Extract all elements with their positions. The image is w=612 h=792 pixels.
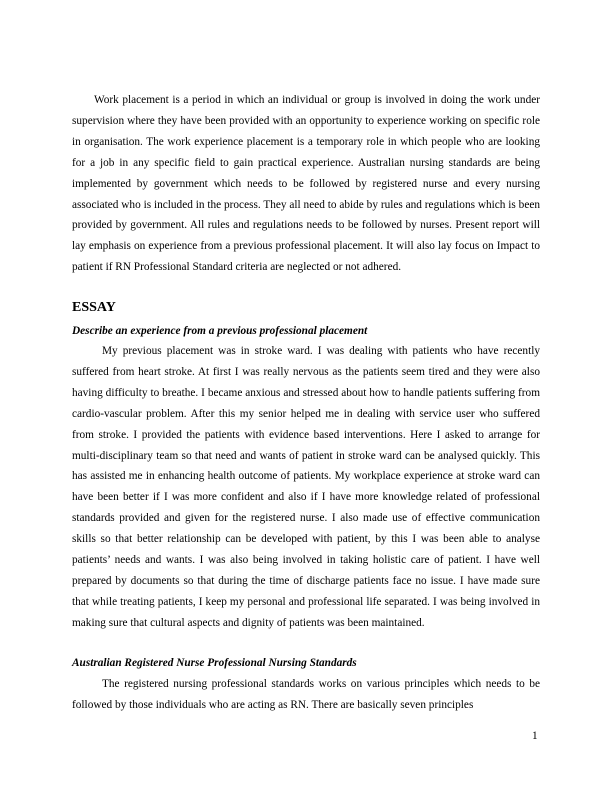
standards-paragraph: The registered nursing professional standards works on various principles which needs to be followed by those individuals who are acting as RN. There are basically seven principles [72, 678, 540, 711]
page-number: 1 [532, 730, 538, 742]
intro-paragraph: Work placement is a period in which an individual or group is involved in doing the work under supervision where they have been provided with an opportunity to experience working on specific role in organisation. The work experience placement is a temporary role in which people who are looking for a job in any specific field to gain practical experience. Australian nursing standards are being implemented by government which needs to be followed by registered nurse and every nursing associated who is included in the process. They all need to abide by rules and regulations which is been provided by government. All rules and regulations needs to be followed by nurses. Present report will lay emphasis on experience from a previous professional placement. It will also lay focus on Impact to patient if RN Professional Standard criteria are neglected or not adhered. [72, 94, 540, 274]
section-heading-placement: Describe an experience from a previous professional placement [72, 325, 368, 337]
placement-paragraph: My previous placement was in stroke ward. I was dealing with patients who have recently suffered from heart stroke. At first I was really nervous as the patients seem tired and they were also having difficulty to breathe. I became anxious and stressed about how to handle patients suffering from cardio-vascular problem. After this my senior helped me in dealing with service user who suffered from stroke. I provided the patients with evidence based interventions. Here I asked to arrange for multi-disciplinary team so that need and wants of patient in stroke ward can be analysed quickly. This has assisted me in enhancing health outcome of patients. My workplace experience at stroke ward can have been better if I was more confident and also if I have more knowledge related of professional standards provided and given for the registered nurse. I also made use of effective communication skills so that better relationship can be developed with patient, by this I was been able to analyse patients’ needs and wants. I was also being involved in taking holistic care of patient. I have well prepared by documents so that during the time of discharge patients face no issue. I have made sure that while treating patients, I keep my personal and professional life separated. I was being involved in making sure that cultural aspects and dignity of patients was been maintained. [72, 345, 540, 629]
section-heading-standards: Australian Registered Nurse Professional Nursing Standards [72, 657, 357, 669]
essay-heading: ESSAY [72, 300, 116, 315]
